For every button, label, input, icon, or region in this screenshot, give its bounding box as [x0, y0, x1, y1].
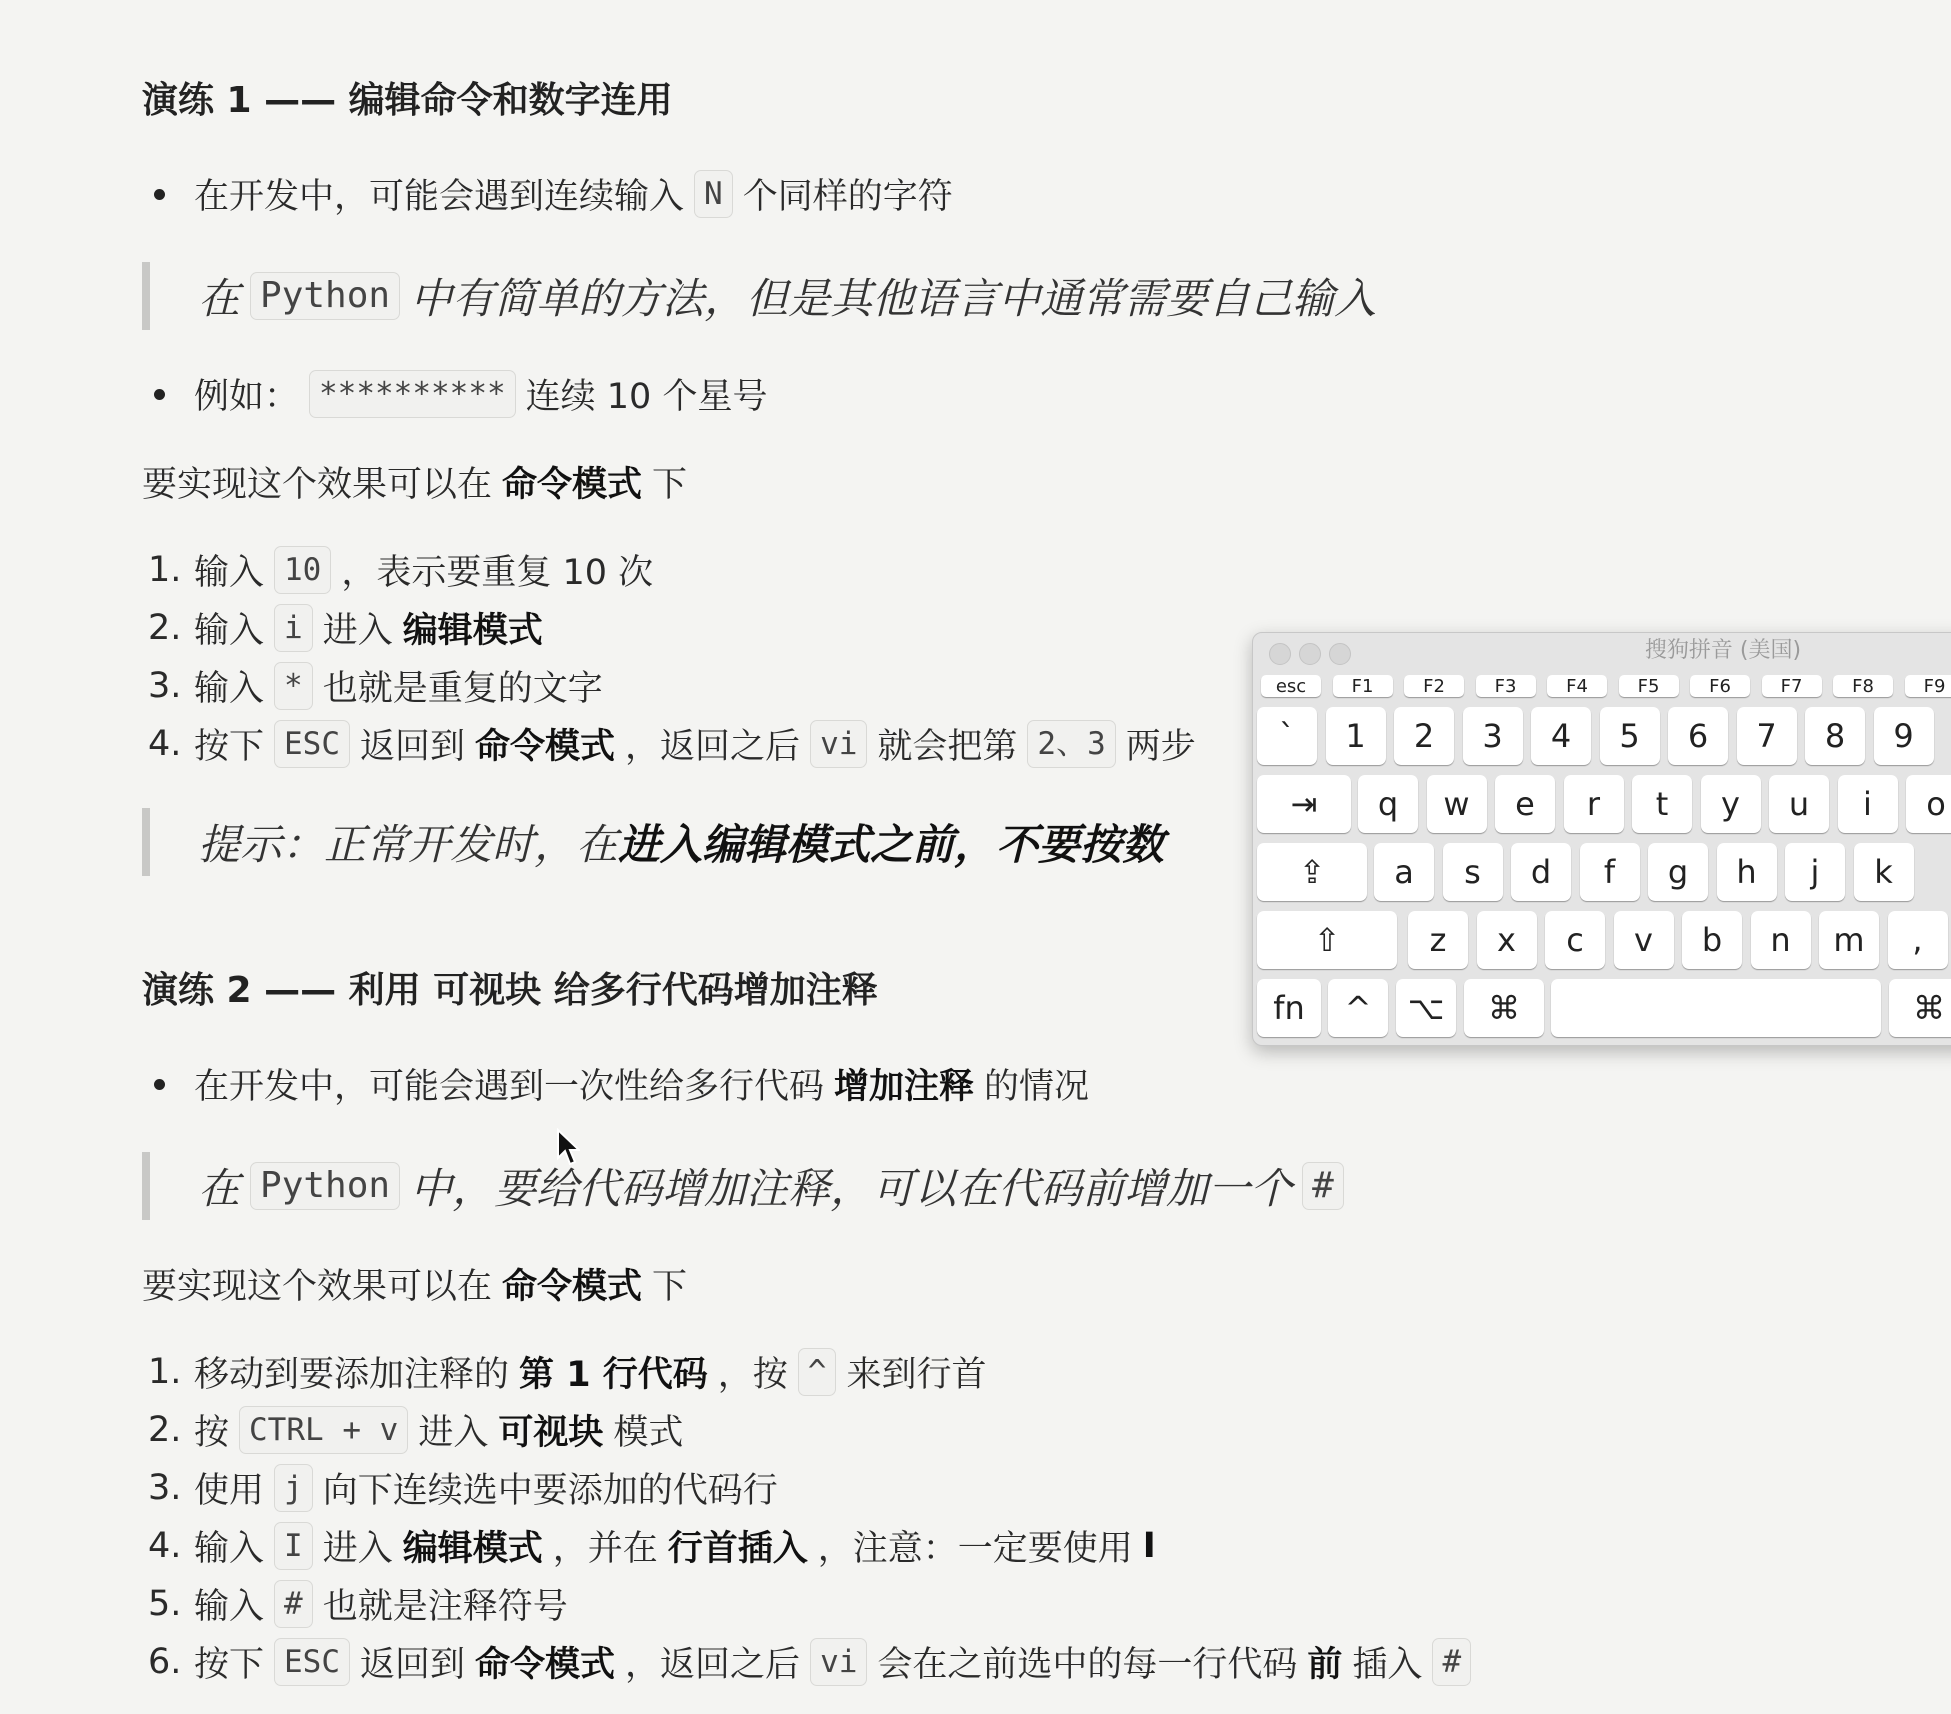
- key-1[interactable]: 1: [1326, 707, 1386, 765]
- key-t[interactable]: t: [1632, 775, 1692, 833]
- bold-text: 编辑模式: [402, 1529, 543, 1569]
- text: 按下: [194, 727, 265, 767]
- key-f8[interactable]: F8: [1833, 675, 1893, 697]
- key-command[interactable]: ⌘: [1464, 979, 1544, 1037]
- key-8[interactable]: 8: [1805, 707, 1865, 765]
- inline-code: Python: [250, 1162, 400, 1210]
- key-3[interactable]: 3: [1463, 707, 1523, 765]
- text: 输入: [194, 1587, 265, 1627]
- text: 来到行首: [846, 1355, 987, 1395]
- key-f6[interactable]: F6: [1690, 675, 1750, 697]
- text: 要实现这个效果可以在: [142, 465, 493, 505]
- key-w[interactable]: w: [1427, 775, 1487, 833]
- text: 连续 10 个星号: [525, 377, 768, 417]
- key-f2[interactable]: F2: [1404, 675, 1464, 697]
- item-number: 2.: [148, 1410, 182, 1450]
- bold-text: 可视块: [498, 1413, 604, 1453]
- list-item: [194, 168, 953, 220]
- bold-text: 命令模式: [475, 727, 616, 767]
- text: 输入: [194, 669, 265, 709]
- inline-code: CTRL + v: [239, 1406, 408, 1454]
- key-s[interactable]: s: [1443, 843, 1503, 901]
- bold-text: 编辑模式: [402, 611, 543, 651]
- ordered-item: [148, 1578, 568, 1630]
- key-caps-lock[interactable]: ⇪: [1257, 843, 1367, 901]
- window-title: 搜狗拼音 (美国): [1644, 638, 1802, 663]
- key-comma[interactable]: ,: [1888, 911, 1948, 969]
- inline-code: ESC: [274, 1638, 350, 1686]
- bold-text: 前: [1307, 1645, 1343, 1685]
- text: 在开发中，可能会遇到连续输入: [194, 177, 685, 217]
- key-option[interactable]: ⌥: [1396, 979, 1456, 1037]
- key-backtick[interactable]: `: [1257, 707, 1317, 765]
- mouse-cursor-icon: [556, 1128, 580, 1168]
- bold-text: 增加注释: [834, 1067, 975, 1107]
- text: 中有简单的方法，但是其他语言中通常需要自己输入: [410, 274, 1377, 323]
- heading-part: 演练 2 —— 利用: [142, 970, 421, 1011]
- ordered-item: [148, 1462, 778, 1514]
- section1-heading: 演练 1 —— 编辑命令和数字连用: [142, 80, 673, 121]
- key-f4[interactable]: F4: [1547, 675, 1607, 697]
- text: 返回到: [360, 1645, 466, 1685]
- text: 就会把第: [877, 727, 1018, 767]
- text: 两步: [1125, 727, 1196, 767]
- item-number: 3.: [148, 666, 182, 706]
- text: 按: [194, 1413, 230, 1453]
- text: ，并在: [552, 1529, 658, 1569]
- key-tab[interactable]: ⇥: [1257, 775, 1351, 833]
- ordered-item: [148, 544, 654, 596]
- inline-code: i: [274, 604, 313, 652]
- ordered-item: [148, 718, 1196, 770]
- key-z[interactable]: z: [1408, 911, 1468, 969]
- blockquote: [142, 1152, 1354, 1220]
- key-f5[interactable]: F5: [1619, 675, 1679, 697]
- key-7[interactable]: 7: [1737, 707, 1797, 765]
- key-esc[interactable]: esc: [1261, 675, 1321, 697]
- text: 中，要给代码增加注释，可以在代码前增加一个: [410, 1164, 1293, 1213]
- ordered-item: [148, 1404, 684, 1456]
- text: 输入: [194, 611, 265, 651]
- key-o[interactable]: o: [1906, 775, 1951, 833]
- text: 下: [652, 1267, 688, 1307]
- key-v[interactable]: v: [1614, 911, 1674, 969]
- bold-text: 命令模式: [475, 1645, 616, 1685]
- bold-text: 行首插入: [667, 1529, 808, 1569]
- text: ，按: [717, 1355, 788, 1395]
- item-number: 1.: [148, 1352, 182, 1392]
- ordered-item: [148, 1636, 1481, 1688]
- tip-blockquote: [142, 808, 1164, 876]
- key-y[interactable]: y: [1701, 775, 1761, 833]
- inline-code: vi: [810, 720, 867, 768]
- bold-text: 进入编辑模式之前，不要按数: [618, 820, 1165, 869]
- inline-code: Python: [250, 272, 400, 320]
- text: 按下: [194, 1645, 265, 1685]
- text: 个同样的字符: [742, 177, 953, 217]
- text: 进入: [322, 1529, 393, 1569]
- bold-text: 命令模式: [502, 1267, 643, 1307]
- inline-code: ^: [798, 1348, 837, 1396]
- ordered-item: [148, 1346, 987, 1398]
- inline-code: #: [1302, 1162, 1344, 1210]
- key-h[interactable]: h: [1717, 843, 1777, 901]
- key-e[interactable]: e: [1495, 775, 1555, 833]
- inline-code: 2、3: [1027, 720, 1115, 768]
- key-d[interactable]: d: [1511, 843, 1571, 901]
- bold-text: 第 1 行代码: [519, 1355, 708, 1395]
- inline-code: *: [274, 662, 313, 710]
- item-number: 6.: [148, 1642, 182, 1682]
- text: 提示：正常开发时，在: [198, 820, 619, 869]
- text: 在开发中，可能会遇到一次性给多行代码: [194, 1067, 825, 1107]
- inline-code: #: [1432, 1638, 1471, 1686]
- key-4[interactable]: 4: [1531, 707, 1591, 765]
- key-r[interactable]: r: [1564, 775, 1624, 833]
- key-c[interactable]: c: [1545, 911, 1605, 969]
- key-a[interactable]: a: [1374, 843, 1434, 901]
- key-f[interactable]: f: [1580, 843, 1640, 901]
- heading-part: 可视块: [433, 970, 542, 1011]
- key-j[interactable]: j: [1785, 843, 1845, 901]
- inline-code: **********: [309, 370, 516, 418]
- text: 进入: [418, 1413, 489, 1453]
- text: 会在之前选中的每一行代码: [877, 1645, 1298, 1685]
- key-f7[interactable]: F7: [1762, 675, 1822, 697]
- paragraph: [142, 456, 687, 508]
- item-number: 3.: [148, 1468, 182, 1508]
- key-n[interactable]: n: [1751, 911, 1811, 969]
- ordered-item: [148, 602, 553, 654]
- bold-text: I: [1142, 1526, 1156, 1566]
- ordered-item: [148, 660, 603, 712]
- key-f3[interactable]: F3: [1476, 675, 1536, 697]
- text: 模式: [613, 1413, 684, 1453]
- key-f1[interactable]: F1: [1333, 675, 1393, 697]
- text: 在: [198, 1164, 241, 1213]
- text: 也就是重复的文字: [322, 669, 603, 709]
- inline-code: #: [274, 1580, 313, 1628]
- inline-code: j: [274, 1464, 313, 1512]
- text: 也就是注释符号: [322, 1587, 568, 1627]
- text: 输入: [194, 1529, 265, 1569]
- text: ，表示要重复 10 次: [341, 553, 654, 593]
- key-m[interactable]: m: [1819, 911, 1879, 969]
- key-2[interactable]: 2: [1394, 707, 1454, 765]
- key-5[interactable]: 5: [1600, 707, 1660, 765]
- key-x[interactable]: x: [1477, 911, 1537, 969]
- text: 在: [198, 274, 241, 323]
- text: ，返回之后: [625, 1645, 801, 1685]
- text: 进入: [322, 611, 393, 651]
- text: ，返回之后: [625, 727, 801, 767]
- text: 使用: [194, 1471, 265, 1511]
- text: 下: [652, 465, 688, 505]
- key-space[interactable]: [1551, 979, 1881, 1037]
- ordered-item: [148, 1520, 1166, 1572]
- item-number: 2.: [148, 608, 182, 648]
- item-number: 4.: [148, 724, 182, 764]
- text: ，注意：一定要使用: [817, 1529, 1133, 1569]
- list-item: [194, 368, 767, 420]
- bold-text: 命令模式: [502, 465, 643, 505]
- inline-code: vi: [810, 1638, 867, 1686]
- inline-code: N: [694, 170, 733, 218]
- key-k[interactable]: k: [1854, 843, 1914, 901]
- text: 要实现这个效果可以在: [142, 1267, 493, 1307]
- key-9[interactable]: 9: [1874, 707, 1934, 765]
- key-u[interactable]: u: [1769, 775, 1829, 833]
- inline-code: 10: [274, 546, 331, 594]
- text: 插入: [1352, 1645, 1423, 1685]
- inline-code: I: [274, 1522, 313, 1570]
- key-f9[interactable]: F9: [1905, 675, 1951, 697]
- key-control[interactable]: ^: [1328, 979, 1388, 1037]
- list-item: [194, 1058, 1089, 1110]
- text: 返回到: [360, 727, 466, 767]
- key-b[interactable]: b: [1682, 911, 1742, 969]
- text: 例如：: [194, 377, 300, 417]
- keyboard-viewer-window[interactable]: [1252, 632, 1951, 1046]
- key-shift[interactable]: ⇧: [1257, 911, 1397, 969]
- text: 输入: [194, 553, 265, 593]
- key-6[interactable]: 6: [1668, 707, 1728, 765]
- text: 向下连续选中要添加的代码行: [322, 1471, 778, 1511]
- paragraph: [142, 1258, 687, 1310]
- text: 的情况: [984, 1067, 1090, 1107]
- key-q[interactable]: q: [1358, 775, 1418, 833]
- section2-heading: [142, 962, 878, 1013]
- blockquote: [142, 262, 1376, 330]
- item-number: 4.: [148, 1526, 182, 1566]
- text: 移动到要添加注释的: [194, 1355, 510, 1395]
- item-number: 5.: [148, 1584, 182, 1624]
- inline-code: ESC: [274, 720, 350, 768]
- key-fn[interactable]: fn: [1257, 979, 1321, 1037]
- key-g[interactable]: g: [1648, 843, 1708, 901]
- item-number: 1.: [148, 550, 182, 590]
- heading-part: 给多行代码增加注释: [553, 970, 878, 1011]
- key-i[interactable]: i: [1838, 775, 1898, 833]
- key-command-right[interactable]: ⌘: [1889, 979, 1951, 1037]
